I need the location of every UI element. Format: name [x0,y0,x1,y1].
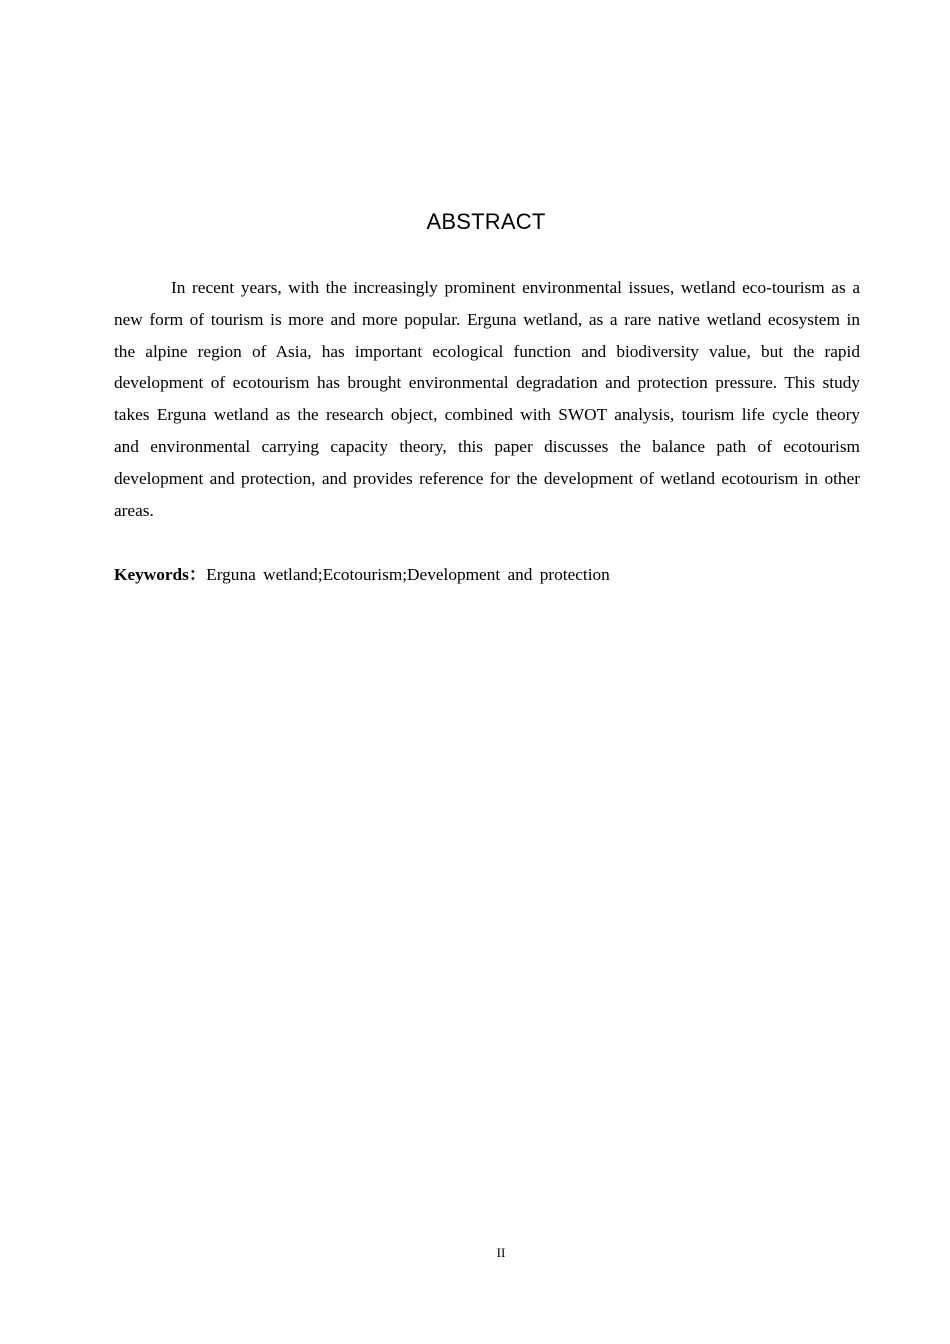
keywords-value: Erguna wetland;Ecotourism;Development and protection [206,565,610,584]
page-number: II [496,1245,506,1260]
abstract-title: ABSTRACT [426,209,546,234]
keywords-label: Keywords： [114,565,207,584]
abstract-body: In recent years, with the increasingly prominent environmental issues, wetland eco-tourism as a new form of tourism is more and more popular. Erguna wetland, as a rare native wetland ecosystem in the alpine region of Asia, has important ecological function and biodiversity value, but the rapid development of ecotourism has brought environmental degradation and protection pressure. This study takes Erguna wetland as the research object, combined with SWOT analysis, tourism life cycle theory and environmental carrying capacity theory, this paper discusses the balance path of ecotourism development and protection, and provides reference for the development of wetland ecotourism in other areas. [114,278,860,520]
keywords-line [114,559,860,591]
